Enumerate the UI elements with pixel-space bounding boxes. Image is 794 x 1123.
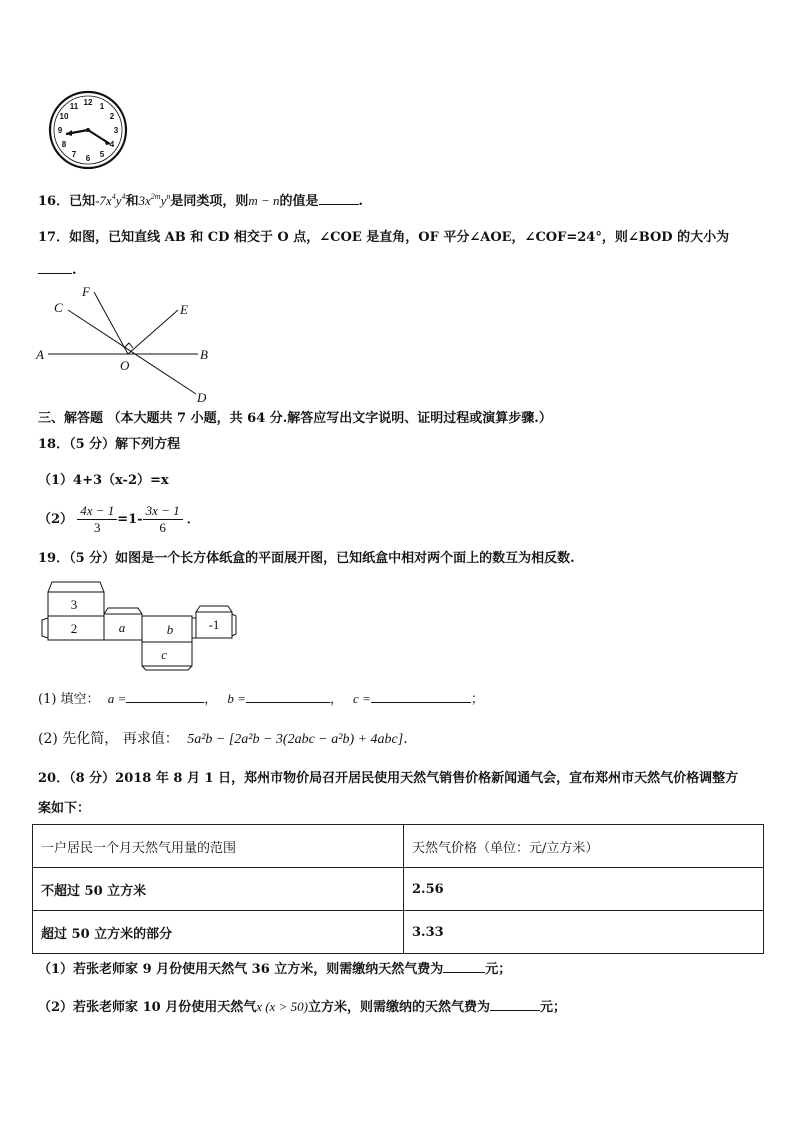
label-e: E xyxy=(180,302,188,317)
clock-number: 4 xyxy=(109,140,115,149)
clock-number: 12 xyxy=(83,98,93,107)
answer-blank-b[interactable] xyxy=(246,690,330,703)
clock-number: 7 xyxy=(71,150,77,159)
table-row xyxy=(33,911,764,954)
ray-oe xyxy=(128,310,178,354)
net-face-a: a xyxy=(118,620,126,635)
net-face-top: 3 xyxy=(70,597,78,612)
label-f: F xyxy=(82,284,90,299)
angle-figure xyxy=(34,284,224,408)
gas-price-table xyxy=(32,824,764,954)
clock-number: 10 xyxy=(59,112,69,121)
question-20-part2: （2）若张老师家 10 月份使用天然气x (x > 50)立方米，则需缴纳的天然气费为 元； xyxy=(38,999,566,1015)
question-19-part1: (1) 填空： a = ， b = ， c = ； xyxy=(38,691,484,707)
clock-number: 1 xyxy=(99,102,105,111)
label-c: C xyxy=(54,300,63,315)
clock-number: 3 xyxy=(113,126,119,135)
label-b: B xyxy=(200,347,208,362)
ray-of xyxy=(94,292,128,354)
clock-number: 5 xyxy=(99,150,105,159)
label-a: A xyxy=(36,347,44,362)
table-header-row xyxy=(33,825,764,868)
table-cell: 不超过 50 立方米 xyxy=(33,868,404,911)
question-17: 17．如图，已知直线 AB 和 CD 相交于 O 点，∠COE 是直角，OF 平分∠AOE，∠COF=24°，则∠BOD 的大小为 xyxy=(38,230,730,245)
question-18-part2: （2） $\frac{4x - 1}{3}$ =1- $\frac{3x - 1}{6}$ ． xyxy=(38,503,200,535)
clock-number: 9 xyxy=(57,126,63,135)
table-cell: 超过 50 立方米的部分 xyxy=(33,911,404,954)
question-18: 18．（5 分）解下列方程 xyxy=(38,437,181,452)
answer-blank[interactable] xyxy=(38,261,72,274)
label-o: O xyxy=(120,358,130,373)
label-d: D xyxy=(197,390,207,405)
clock-number: 6 xyxy=(85,154,91,163)
answer-blank[interactable] xyxy=(319,192,359,205)
clock-number: 11 xyxy=(69,102,79,111)
line-cd xyxy=(68,310,196,394)
fraction: $\frac{3x - 1}{6}$ xyxy=(143,503,183,536)
table-row xyxy=(33,868,764,911)
question-20: 20．（8 分）2018 年 8 月 1 日，郑州市物价局召开居民使用天然气销售价格新闻通气会，宣布郑州市天然气价格调整方 xyxy=(38,771,739,786)
question-20-line2: 案如下： xyxy=(38,801,91,816)
answer-blank[interactable] xyxy=(443,960,485,973)
table-header-cell: 一户居民一个月天然气用量的范围 xyxy=(33,825,404,868)
question-19: 19．（5 分）如图是一个长方体纸盒的平面展开图，已知纸盒中相对两个面上的数互为相反数. xyxy=(38,551,575,566)
question-20-part1: （1）若张老师家 9 月份使用天然气 36 立方米，则需缴纳天然气费为 元； xyxy=(38,962,512,977)
fraction: $\frac{4x - 1}{3}$ xyxy=(77,503,117,536)
net-face-c: c xyxy=(161,647,167,662)
table-cell: 2.56 xyxy=(404,868,764,911)
net-face-b: b xyxy=(166,622,174,637)
table-header-cell: 天然气价格（单位：元/立方米） xyxy=(404,825,764,868)
right-angle-mark xyxy=(124,343,133,348)
question-16: 16．已知$-7x^4y^4$和$3x^{2m}y^n$是同类项，则m − n的值是 . xyxy=(38,192,364,209)
answer-blank-c[interactable] xyxy=(371,690,471,703)
net-face-neg1: -1 xyxy=(208,617,220,632)
clock-figure xyxy=(46,88,132,174)
net-face-left: 2 xyxy=(70,621,78,636)
clock-number: 8 xyxy=(61,140,67,149)
table-cell: 3.33 xyxy=(404,911,764,954)
question-18-part1: （1）4+3（x-2）=x xyxy=(38,473,169,488)
question-19-part2: (2) 先化简， 再求值： 5a²b − [2a²b − 3(2abc − a²b) + 4abc]. xyxy=(38,731,408,747)
question-17-line2: . xyxy=(38,261,77,280)
answer-blank[interactable] xyxy=(490,998,540,1011)
clock-number: 2 xyxy=(109,112,115,121)
section-3-heading: 三、解答题 （本大题共 7 小题，共 64 分.解答应写出文字说明、证明过程或演算步骤.） xyxy=(38,411,552,426)
box-net-figure xyxy=(36,578,242,674)
answer-blank-a[interactable] xyxy=(126,690,204,703)
